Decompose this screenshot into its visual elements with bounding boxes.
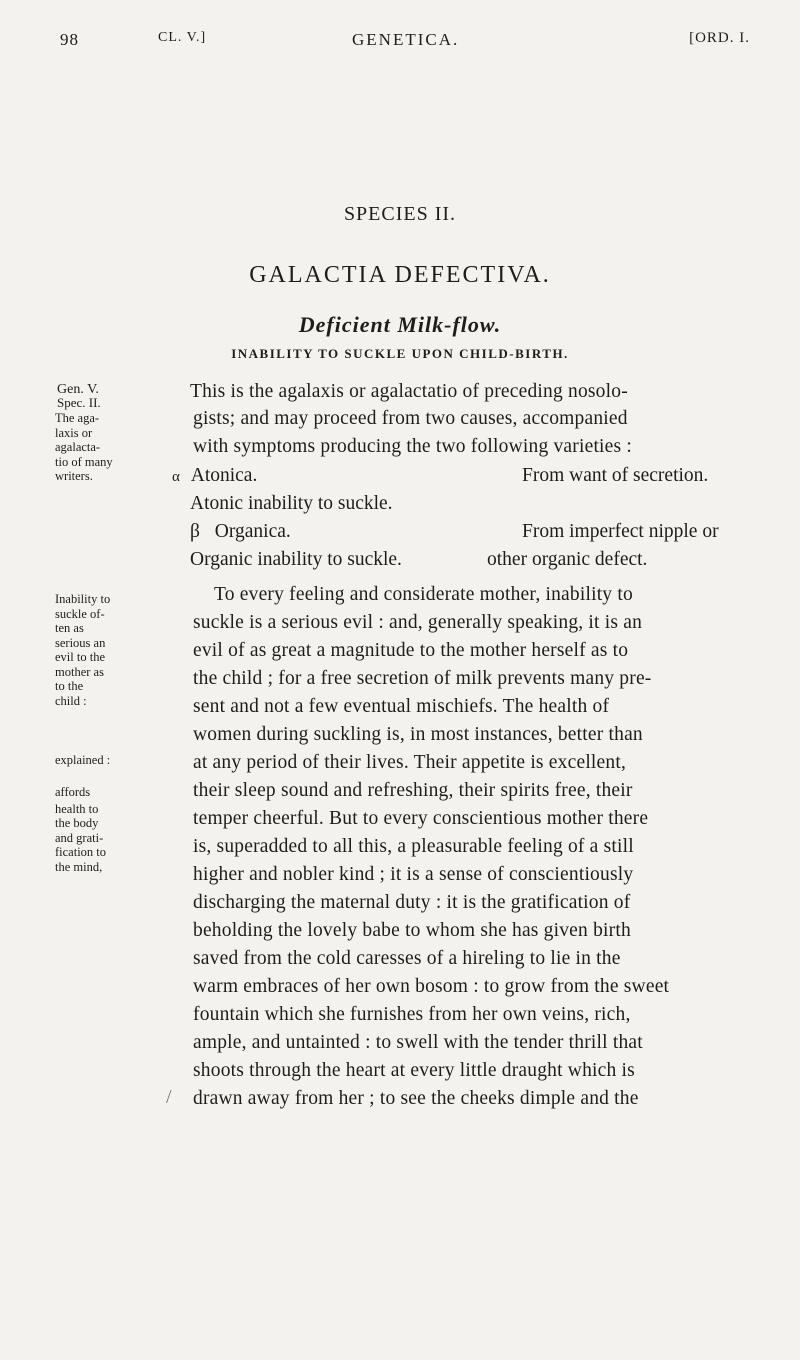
body-line: ample, and untainted : to swell with the tender thrill that bbox=[193, 1032, 643, 1053]
body-line: fountain which she furnishes from her own veins, rich, bbox=[193, 1004, 631, 1025]
margin-note-line: The aga- bbox=[55, 411, 100, 425]
intro-line: with symptoms producing the two following varieties : bbox=[193, 436, 633, 457]
variety-beta bbox=[190, 521, 291, 543]
body-line: drawn away from her ; to see the cheeks dimple and the bbox=[193, 1088, 639, 1109]
body-line: saved from the cold caresses of a hireling to lie in the bbox=[193, 948, 621, 969]
margin-note-line: writers. bbox=[55, 469, 93, 483]
pencil-mark: / bbox=[166, 1086, 172, 1108]
margin-note-line: to the bbox=[55, 679, 84, 693]
margin-note-line: the mind, bbox=[55, 859, 103, 874]
margin-note-4 bbox=[55, 785, 127, 874]
running-title: GENETICA. bbox=[352, 30, 460, 49]
page-number: 98 bbox=[60, 30, 79, 49]
margin-note-line: fication to bbox=[55, 845, 107, 859]
body-line: sent and not a few eventual mischiefs. The health of bbox=[193, 696, 610, 717]
body-line: is, superadded to all this, a pleasurable feeling of a still bbox=[193, 836, 634, 857]
body-line: discharging the maternal duty : it is the gratification of bbox=[193, 892, 631, 913]
body-line: the child ; for a free secretion of milk prevents many pre- bbox=[193, 668, 652, 689]
margin-note-2 bbox=[55, 592, 127, 708]
body-line: temper cheerful. But to every conscientious mother there bbox=[193, 808, 649, 829]
gutter-gen: Gen. V. bbox=[57, 382, 99, 397]
body-line: shoots through the heart at every little draught which is bbox=[193, 1060, 635, 1081]
running-head bbox=[60, 30, 750, 52]
german-title: Deficient Milk-flow. bbox=[298, 312, 502, 337]
species-subtitle: INABILITY TO SUCKLE UPON CHILD-BIRTH. bbox=[231, 346, 569, 361]
margin-note-line: mother as bbox=[55, 664, 104, 679]
species-title: GALACTIA DEFECTIVA. bbox=[249, 262, 551, 288]
body-line: their sleep sound and refreshing, their spirits free, their bbox=[193, 780, 633, 801]
variety-alpha bbox=[172, 465, 257, 487]
margin-note-line: explained : bbox=[55, 753, 111, 767]
body-line: suckle is a serious evil : and, generally speaking, it is an bbox=[193, 612, 643, 633]
gutter-spec: Spec. II. bbox=[57, 395, 101, 410]
variety-marker: β bbox=[190, 521, 200, 542]
margin-note-3 bbox=[55, 753, 127, 768]
species-heading: SPECIES II. bbox=[343, 203, 457, 225]
margin-note-line: ten as bbox=[55, 621, 84, 635]
body-line: warm embraces of her own bosom : to grow from the sweet bbox=[193, 976, 670, 997]
margin-note-line: the body bbox=[55, 816, 99, 830]
body-line: women during suckling is, in most instances, better than bbox=[193, 724, 643, 745]
body-line: beholding the lovely babe to whom she has given birth bbox=[193, 920, 631, 941]
margin-note-line: evil to the bbox=[55, 650, 105, 664]
margin-note-line: and grati- bbox=[55, 830, 104, 845]
body-line: higher and nobler kind ; it is a sense of conscientiously bbox=[193, 864, 634, 885]
variety-desc: From want of secretion. bbox=[522, 465, 709, 486]
margin-note-line: tio of many bbox=[55, 454, 113, 469]
gutter-reference bbox=[57, 383, 101, 409]
margin-note-line: serious an bbox=[55, 635, 106, 650]
variety-sub: Atonic inability to suckle. bbox=[190, 493, 393, 514]
margin-note-line: affords bbox=[55, 785, 91, 799]
variety-sub: Organic inability to suckle. bbox=[190, 549, 402, 570]
body-line: at any period of their lives. Their appetite is excellent, bbox=[193, 752, 627, 773]
class-number: CL. V.] bbox=[158, 30, 207, 45]
margin-note-line: child : bbox=[55, 693, 87, 708]
order-number: [ORD. I. bbox=[689, 30, 750, 46]
variety-desc: other organic defect. bbox=[487, 549, 648, 570]
margin-note-1 bbox=[55, 411, 127, 484]
variety-name: Organica. bbox=[214, 521, 291, 542]
intro-line: This is the agalaxis or agalactatio of preceding nosolo- bbox=[190, 381, 628, 402]
body-line: To every feeling and considerate mother, inability to bbox=[214, 584, 633, 605]
body-line: evil of as great a magnitude to the mother herself as to bbox=[193, 640, 629, 661]
margin-note-line: Inability to bbox=[55, 592, 111, 606]
margin-note-line: suckle of- bbox=[55, 606, 105, 621]
variety-marker: α bbox=[172, 469, 180, 485]
margin-note-line: agalacta- bbox=[55, 440, 101, 454]
variety-desc: From imperfect nipple or bbox=[522, 521, 719, 542]
variety-name: Atonica. bbox=[190, 465, 258, 486]
margin-note-line: health to bbox=[55, 801, 99, 816]
margin-note-line: laxis or bbox=[55, 425, 93, 440]
intro-line: gists; and may proceed from two causes, accompanied bbox=[193, 408, 628, 429]
